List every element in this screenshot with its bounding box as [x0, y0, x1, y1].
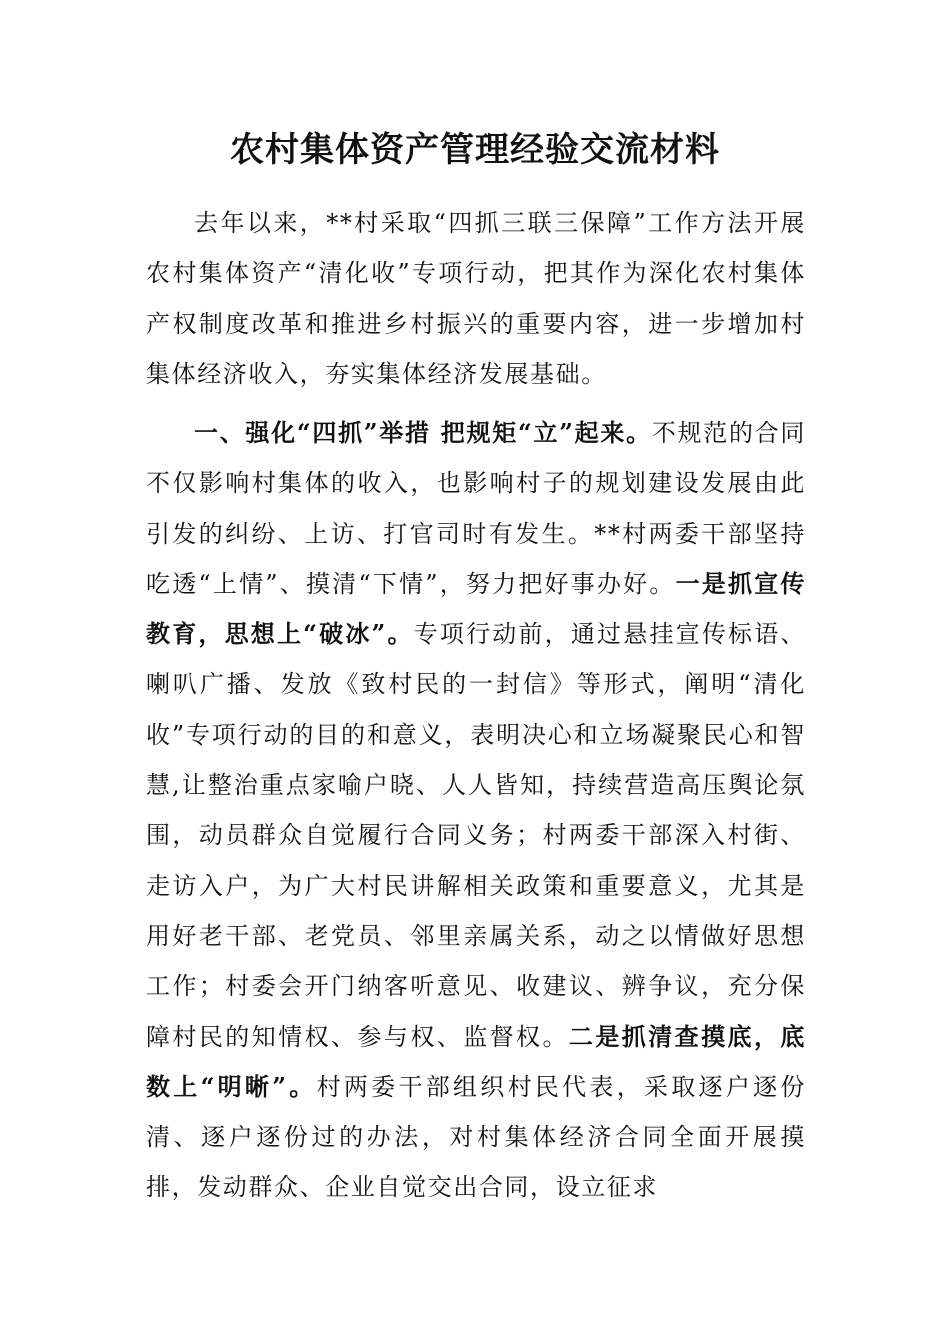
section-one-text: 不规范的合同不仅影响村集体的收入，也影响村子的规划建设发展由此引发的纠纷、上访、打官司时有发生。**村两委干部坚持吃透“上情”、摸清“下情”，努力把好事办好。	[146, 419, 806, 598]
section-one-heading: 一、强化“四抓”举措 把规矩“立”起来。	[194, 418, 652, 447]
point-two-heading: 二是抓清查摸底，底数上“明晰”。	[146, 1021, 806, 1101]
point-one-text: 专项行动前，通过悬挂宣传标语、喇叭广播、发放《致村民的一封信》等形式，阐明“清化收”专项行动的目的和意义，表明决心和立场凝聚民心和智慧,让整治重点家喻户晓、人人皆知，持续营造高压舆论氛围，动员群众自觉履行合同义务；村两委干部深入村街、走访入户，为广大村民讲解相关政策和重要意义，尤其是用好老干部、老党员、邻里亲属关系，动之以情做好思想工作；村委会开门纳客听意见、收建议、辨争议，充分保障村民的知情权、参与权、监督权。	[146, 620, 806, 1051]
section-one-paragraph	[146, 408, 806, 1213]
point-one-heading: 一是抓宣传教育，思想上“破冰”。	[146, 568, 806, 649]
point-two-text: 村两委干部组织村民代表，采取逐户逐份清、逐户逐份过的办法，对村集体经济合同全面开展摸排，发动群众、企业自觉交出合同，设立征求	[146, 1072, 806, 1202]
document-title: 农村集体资产管理经验交流材料	[230, 130, 720, 170]
intro-paragraph: 去年以来，**村采取“四抓三联三保障”工作方法开展农村集体资产“清化收”专项行动，把其作为深化农村集体产权制度改革和推进乡村振兴的重要内容，进一步增加村集体经济收入，夯实集体经济发展基础。	[146, 209, 806, 388]
